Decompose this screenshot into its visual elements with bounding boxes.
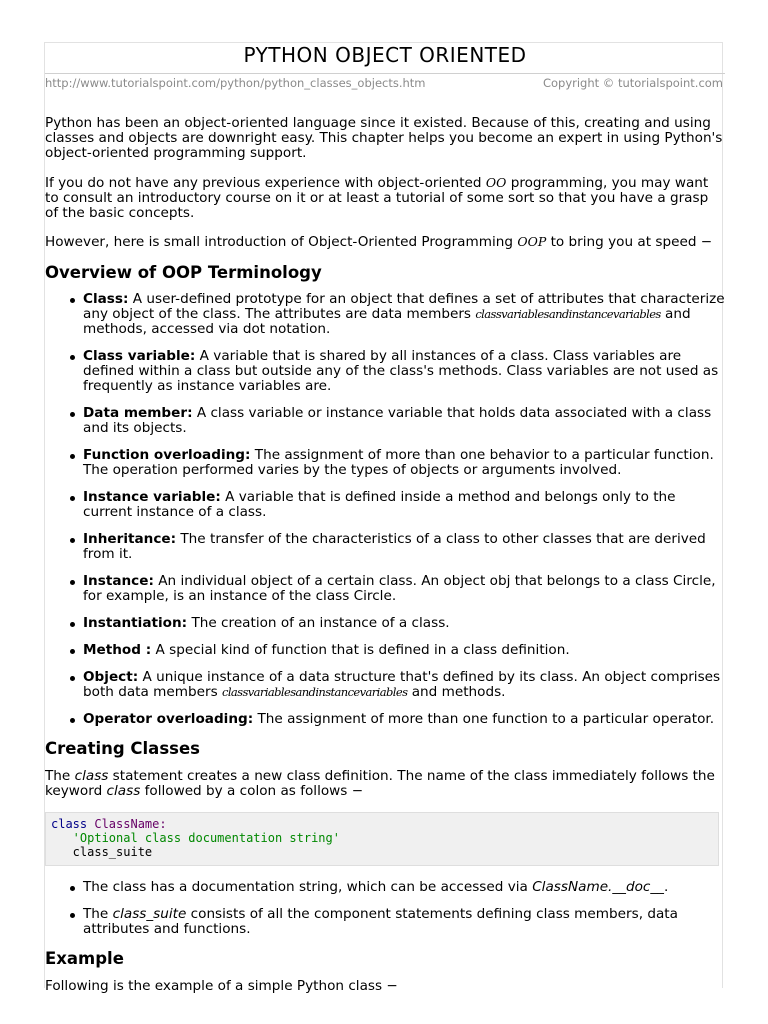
list-item: Data member: A class variable or instance variable that holds data associated with a class and its objects. <box>45 406 725 436</box>
creating-classes-paragraph: The class statement creates a new class definition. The name of the class immediately follows the keyword class followed by a colon as follows − <box>45 768 715 799</box>
title-divider <box>45 73 725 74</box>
example-paragraph: Following is the example of a simple Python class − <box>45 978 398 994</box>
section-heading-example: Example <box>45 949 124 968</box>
intro-paragraph-1: Python has been an object-oriented language since it existed. Because of this, creating and using classes and objects are downright easy. This chapter helps you become an expert in using Python's object-oriented programming support. <box>45 115 723 161</box>
page-title: PYTHON OBJECT ORIENTED <box>243 43 527 67</box>
list-item: The class has a documentation string, which can be accessed via ClassName.__doc__. <box>45 880 725 895</box>
list-item: Instantiation: The creation of an instance of a class. <box>45 616 725 631</box>
section-heading-creating-classes: Creating Classes <box>45 739 200 758</box>
code-suite: class_suite <box>51 845 153 859</box>
list-item: The class_suite consists of all the component statements defining class members, data attributes and functions. <box>45 907 725 937</box>
code-block: class ClassName: 'Optional class documentation string' class_suite <box>45 812 719 866</box>
list-item: Inheritance: The transfer of the characteristics of a class to other classes that are derived from it. <box>45 532 725 562</box>
terminology-list <box>45 292 725 727</box>
code-docstring: 'Optional class documentation string' <box>51 831 340 845</box>
source-bar <box>45 76 725 92</box>
intro-paragraph-3: However, here is small introduction of Object-Oriented Programming OOP to bring you at speed − <box>45 234 713 250</box>
list-item: Instance variable: A variable that is defined inside a method and belongs only to the current instance of a class. <box>45 490 725 520</box>
notes-list <box>45 880 725 937</box>
list-item: Object: A unique instance of a data structure that's defined by its class. An object comprises both data members classvariablesandinstancevariables and methods. <box>45 670 725 700</box>
document <box>45 42 725 994</box>
list-item: Function overloading: The assignment of more than one behavior to a particular function. The operation performed varies by the types of objects or arguments involved. <box>45 448 725 478</box>
list-item: Method : A special kind of function that is defined in a class definition. <box>45 643 725 658</box>
list-item: Instance: An individual object of a certain class. An object obj that belongs to a class Circle, for example, is an instance of the class Circle. <box>45 574 725 604</box>
intro-paragraph-2: If you do not have any previous experience with object-oriented OO programming, you may want to consult an introductory course on it or at least a tutorial of some sort so that you have a grasp of the basic concepts. <box>45 175 709 221</box>
list-item: Operator overloading: The assignment of more than one function to a particular operator. <box>45 712 725 727</box>
copyright-notice: Copyright © tutorialspoint.com <box>542 76 723 90</box>
list-item: Class: A user-defined prototype for an object that defines a set of attributes that characterize any object of the class. The attributes are data members classvariablesandinstancevariables and methods, accessed via dot notation. <box>45 292 725 337</box>
section-heading-overview: Overview of OOP Terminology <box>45 263 322 282</box>
list-item: Class variable: A variable that is shared by all instances of a class. Class variables are defined within a class but outside any of the class's methods. Class variables are not used as frequently as instance variables are. <box>45 349 725 394</box>
source-url[interactable]: http://www.tutorialspoint.com/python/python_classes_objects.htm <box>45 76 426 90</box>
